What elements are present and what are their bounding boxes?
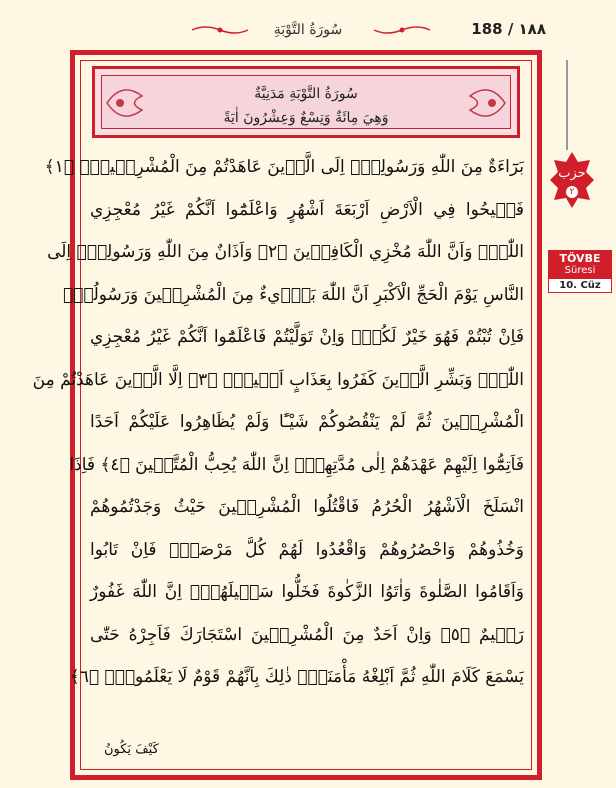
hizb-number: ٢ bbox=[566, 186, 578, 198]
sura-title: سُورَةُ التَّوْبَةِ مَدَنِيَّةٌ bbox=[254, 86, 358, 102]
side-tab-juz: 10. Cüz bbox=[548, 278, 612, 293]
side-decor-line bbox=[566, 60, 568, 150]
verse-line: فَاَتِمُّٓوا اِلَيْهِمْ عَهْدَهُمْ اِلٰى مُدَّتِهِمْۜ اِنَّ اللّٰهَ يُحِبُّ الْمُتَّق۪ينَ ﴿٤﴾ فَاِذَا bbox=[69, 454, 524, 475]
sura-side-tab bbox=[548, 250, 612, 293]
side-tab-sura-sub: Süresi bbox=[548, 265, 612, 278]
verse-line: وَاَقَامُوا الصَّلٰوةَ وَاٰتَوُا الزَّكٰوةَ فَخَلُّوا سَب۪يلَهُمْۜ اِنَّ اللّٰهَ غَفُورٌ bbox=[90, 582, 524, 602]
sura-verse-count: وَهِيَ مِائَةٌ وَتِسْعٌ وَعِشْرُونَ اٰيَةً bbox=[223, 110, 389, 126]
catchword: كَيْفَ يَكُونُ bbox=[104, 742, 159, 757]
verse-line: الْمُشْرِك۪ينَ ثُمَّ لَمْ يَنْقُصُوكُمْ شَيْـًٔا وَلَمْ يُظَاهِرُوا عَلَيْكُمْ اَحَدًا bbox=[90, 412, 524, 432]
verse-line: وَخُذُوهُمْ وَاحْصُرُوهُمْ وَاقْعُدُوا لَهُمْ كُلَّ مَرْصَدٍۚ فَاِنْ تَابُوا bbox=[90, 539, 524, 560]
verse-block bbox=[32, 146, 524, 699]
verse-line: فَاِنْ تُبْتُمْ فَهُوَ خَيْرٌ لَكُمْۚ وَاِنْ تَوَلَّيْتُمْ فَاعْلَمُٓوا اَنَّكُمْ غَيْرُ مُعْجِزِي bbox=[90, 327, 524, 347]
header-ornament-right-icon bbox=[372, 24, 432, 36]
verse-line: رَح۪يمٌ ﴿٥﴾ وَاِنْ اَحَدٌ مِنَ الْمُشْرِك۪ينَ اسْتَجَارَكَ فَاَجِرْهُ حَتّٰى bbox=[90, 624, 524, 645]
hizb-label: حزب bbox=[558, 166, 586, 181]
verse-line: يَسْمَعَ كَلَامَ اللّٰهِ ثُمَّ اَبْلِغْهُ مَأْمَنَهُۜ ذٰلِكَ بِاَنَّهُمْ قَوْمٌ لَا يَعْلَمُونَ۟ ﴿٦﴾ bbox=[69, 667, 524, 687]
verse-line: اللّٰهِۜ وَبَشِّرِ الَّذ۪ينَ كَفَرُوا بِعَذَابٍ اَل۪يمٍۙ ﴿٣﴾ اِلَّا الَّذ۪ينَ عَاهَدْتُمْ مِنَ bbox=[32, 369, 524, 390]
sura-header-box bbox=[92, 66, 520, 138]
side-tab-sura-name: TÖVBE bbox=[548, 250, 612, 265]
page-number: 188 / ١٨٨ bbox=[471, 20, 546, 38]
verse-line: النَّاسِ يَوْمَ الْحَجِّ الْاَكْبَرِ اَنَّ اللّٰهَ بَر۪ٓيءٌ مِنَ الْمُشْرِك۪ينَ وَرَسُولُهُۜ bbox=[62, 284, 524, 305]
verse-line: انْسَلَخَ الْاَشْهُرُ الْحُرُمُ فَاقْتُلُوا الْمُشْرِك۪ينَ حَيْثُ وَجَدْتُمُوهُمْ bbox=[90, 497, 524, 517]
verse-line: اللّٰهِۙ وَاَنَّ اللّٰهَ مُخْزِي الْكَافِر۪ينَ ﴿٢﴾ وَاَذَانٌ مِنَ اللّٰهِ وَرَسُولِه۪ٓ اِلَى bbox=[47, 242, 524, 262]
verse-line: فَس۪يحُوا فِي الْاَرْضِ اَرْبَعَةَ اَشْهُرٍ وَاعْلَمُٓوا اَنَّكُمْ غَيْرُ مُعْجِزِي bbox=[90, 199, 524, 220]
header-sura-name: سُورَةُ التَّوْبَةِ bbox=[273, 22, 343, 38]
header-ornament-left-icon bbox=[190, 24, 250, 36]
verse-line: بَرَٓاءَةٌ مِنَ اللّٰهِ وَرَسُولِه۪ٓ اِلَى الَّذ۪ينَ عَاهَدْتُمْ مِنَ الْمُشْرِك۪ينَۜ ﴿١﴾ bbox=[44, 157, 524, 177]
